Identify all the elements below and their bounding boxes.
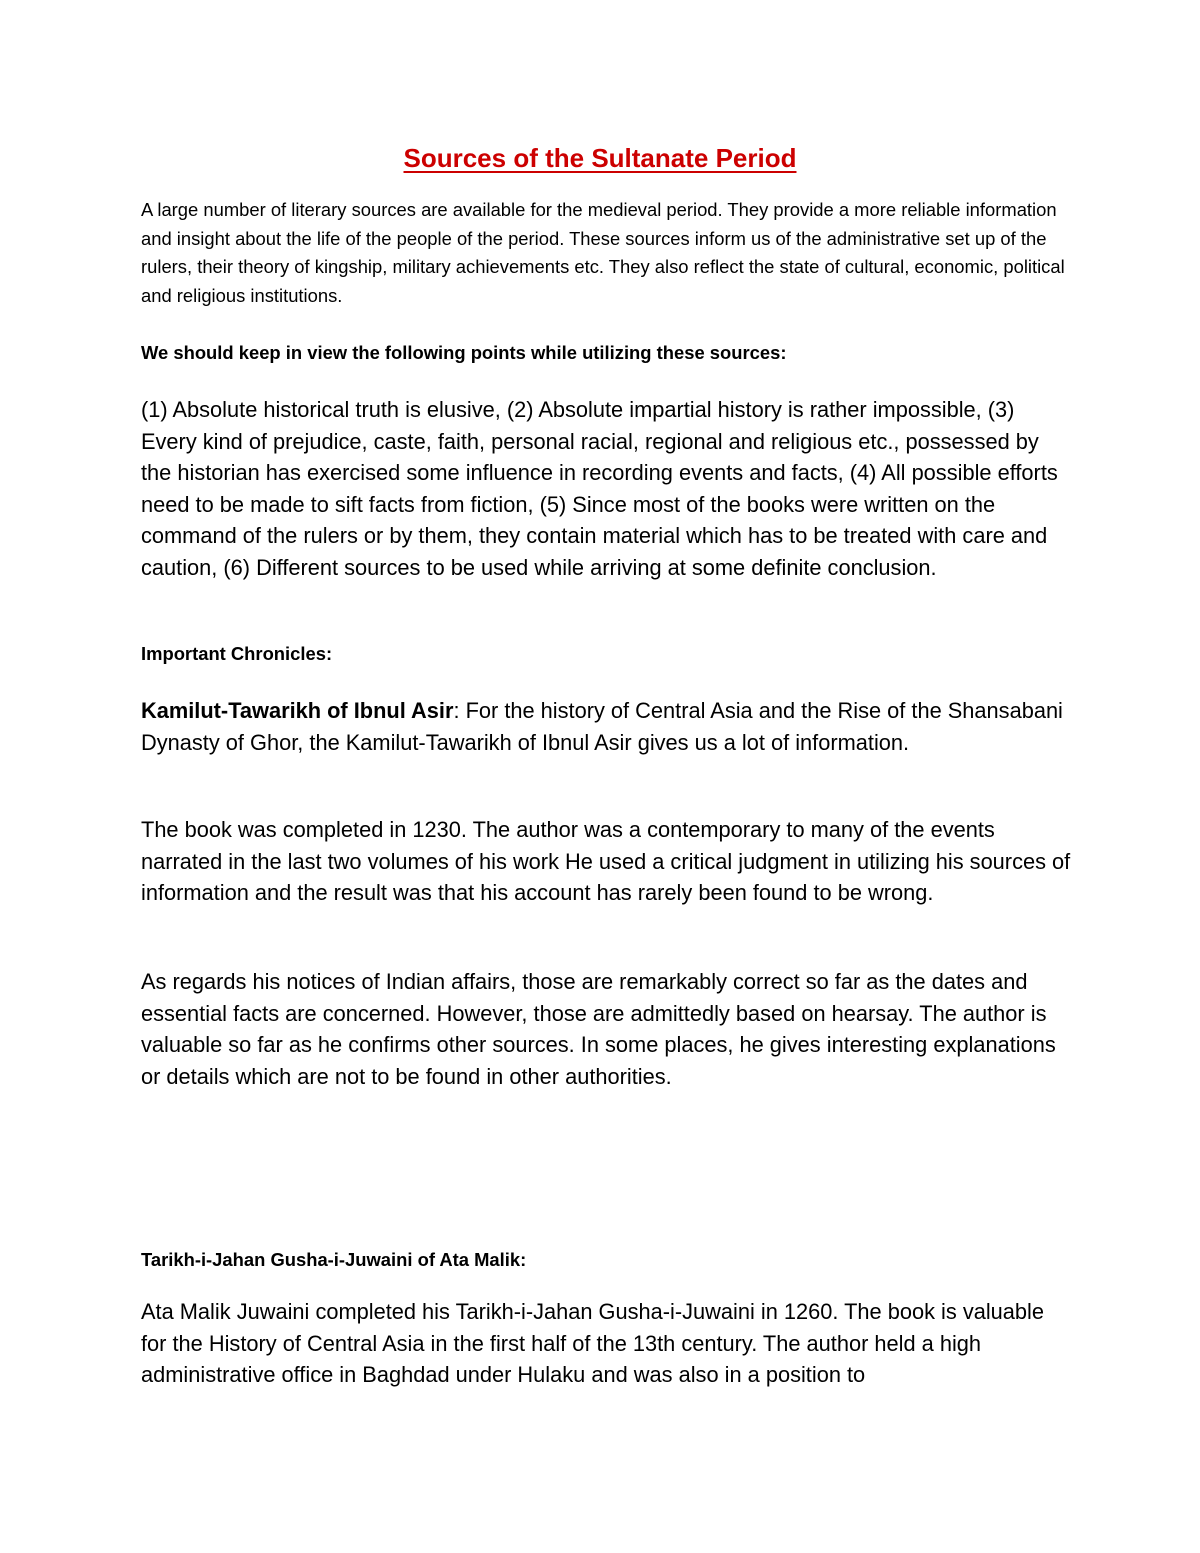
chronicles-heading: Important Chronicles: — [141, 643, 333, 664]
points-paragraph: (1) Absolute historical truth is elusive, (2) Absolute impartial history is rather impossible, (3) Every kind of prejudice, caste, faith, personal racial, regional and religious etc., possessed by the historian has exercised some influence in recording events and facts, (4) All possible efforts need to be made to sift facts from fiction, (5) Since most of the books were written on the command of the rulers or by them, they contain material which has to be treated with care and caution, (6) Different sources to be used while arriving at some definite conclusion. — [141, 397, 1058, 580]
regards-paragraph: As regards his notices of Indian affairs, those are remarkably correct so far as the dates and essential facts are concerned. However, those are admittedly based on hearsay. The author is valuable so far as he confirms other sources. In some places, he gives interesting explanations or details which are not to be found in other authorities. — [141, 969, 1056, 1089]
ata-paragraph: Ata Malik Juwaini completed his Tarikh-i-Jahan Gusha-i-Juwaini in 1260. The book is valuable for the History of Central Asia in the first half of the 13th century. The author held a high administrative office in Baghdad under Hulaku and was also in a position to — [141, 1299, 1045, 1387]
document-title — [0, 138, 1200, 178]
kamil-paragraph — [141, 695, 1071, 758]
kamil-lead: Kamilut-Tawarikh of Ibnul Asir — [141, 698, 454, 723]
tarikh-heading: Tarikh-i-Jahan Gusha-i-Juwaini of Ata Malik: — [141, 1249, 527, 1270]
book-paragraph: The book was completed in 1230. The author was a contemporary to many of the events narrated in the last two volumes of his work He used a critical judgment in utilizing his sources of information and the result was that his account has rarely been found to be wrong. — [141, 817, 1071, 905]
kamil-text: : For the history of Central Asia and the Rise of the Shansabani Dynasty of Ghor, the Kamilut-Tawarikh of Ibnul Asir gives us a lot of information. — [141, 698, 1063, 755]
document-title-text: Sources of the Sultanate Period — [403, 143, 797, 173]
points-heading: We should keep in view the following points while utilizing these sources: — [141, 342, 787, 363]
intro-paragraph: A large number of literary sources are available for the medieval period. They provide a more reliable information and insight about the life of the people of the period. These sources inform us of the administrative set up of the rulers, their theory of kingship, military achievements etc. They also reflect the state of cultural, economic, political and religious institutions. — [141, 199, 1065, 306]
